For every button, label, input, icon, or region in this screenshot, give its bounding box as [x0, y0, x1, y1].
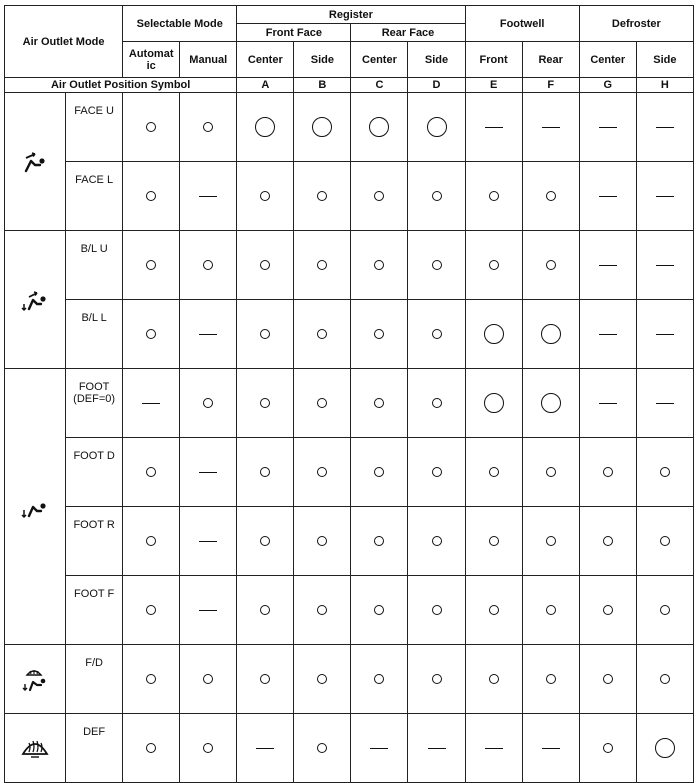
small-circle-mark: [146, 674, 156, 684]
position-symbol-label: Air Outlet Position Symbol: [5, 78, 237, 93]
outlet-d-cell: [408, 714, 465, 783]
outlet-f-cell: [522, 369, 579, 438]
small-circle-mark: [546, 191, 556, 201]
outlet-b-cell: [294, 369, 351, 438]
small-circle-mark: [260, 605, 270, 615]
outlet-c-cell: [351, 162, 408, 231]
automatic-mark-cell: [123, 714, 180, 783]
outlet-c-cell: [351, 93, 408, 162]
small-circle-mark: [317, 329, 327, 339]
outlet-h-cell: [636, 714, 693, 783]
mode-name: FOOT R: [66, 507, 123, 576]
outlet-b-cell: [294, 162, 351, 231]
small-circle-mark: [546, 674, 556, 684]
outlet-g-cell: [579, 714, 636, 783]
dash-mark: [370, 748, 388, 749]
dash-mark: [428, 748, 446, 749]
face-mode-icon: [5, 149, 65, 175]
outlet-b-cell: [294, 438, 351, 507]
small-circle-mark: [203, 122, 213, 132]
small-circle-mark: [146, 122, 156, 132]
small-circle-mark: [374, 467, 384, 477]
small-circle-mark: [146, 743, 156, 753]
foot-defrost-mode-icon: [5, 666, 65, 692]
small-circle-mark: [260, 398, 270, 408]
small-circle-mark: [260, 260, 270, 270]
dash-mark: [542, 127, 560, 128]
defroster-side-header: Side: [636, 42, 693, 78]
small-circle-mark: [146, 329, 156, 339]
large-circle-mark: [484, 393, 504, 413]
dash-mark: [485, 748, 503, 749]
small-circle-mark: [603, 674, 613, 684]
outlet-a-cell: [237, 231, 294, 300]
small-circle-mark: [489, 536, 499, 546]
register-header: Register: [237, 6, 465, 24]
outlet-b-cell: [294, 231, 351, 300]
outlet-g-cell: [579, 438, 636, 507]
manual-mark-cell: [180, 714, 237, 783]
table-row: [5, 645, 694, 714]
defroster-header: Defroster: [579, 6, 693, 42]
outlet-e-cell: [465, 714, 522, 783]
dash-mark: [656, 196, 674, 197]
outlet-h-cell: [636, 576, 693, 645]
small-circle-mark: [660, 467, 670, 477]
small-circle-mark: [489, 191, 499, 201]
rear-face-header: Rear Face: [351, 24, 465, 42]
small-circle-mark: [260, 191, 270, 201]
small-circle-mark: [546, 536, 556, 546]
front-face-center-header: Center: [237, 42, 294, 78]
outlet-a-cell: [237, 645, 294, 714]
symbol-g: G: [579, 78, 636, 93]
symbol-c: C: [351, 78, 408, 93]
outlet-c-cell: [351, 438, 408, 507]
dash-mark: [656, 127, 674, 128]
symbol-h: H: [636, 78, 693, 93]
small-circle-mark: [432, 398, 442, 408]
small-circle-mark: [203, 260, 213, 270]
manual-mark-cell: [180, 369, 237, 438]
mode-icon-cell: [5, 714, 66, 783]
small-circle-mark: [489, 674, 499, 684]
outlet-d-cell: [408, 300, 465, 369]
mode-icon-cell: [5, 645, 66, 714]
mode-name: FOOT D: [66, 438, 123, 507]
outlet-g-cell: [579, 231, 636, 300]
outlet-g-cell: [579, 576, 636, 645]
bilevel-mode-icon: [5, 287, 65, 313]
outlet-b-cell: [294, 714, 351, 783]
small-circle-mark: [374, 329, 384, 339]
outlet-c-cell: [351, 369, 408, 438]
small-circle-mark: [546, 605, 556, 615]
small-circle-mark: [146, 536, 156, 546]
outlet-g-cell: [579, 162, 636, 231]
mode-name: F/D: [66, 645, 123, 714]
small-circle-mark: [660, 605, 670, 615]
small-circle-mark: [432, 260, 442, 270]
small-circle-mark: [374, 536, 384, 546]
small-circle-mark: [546, 467, 556, 477]
automatic-mark-cell: [123, 645, 180, 714]
manual-header: Manual: [180, 42, 237, 78]
outlet-g-cell: [579, 507, 636, 576]
mode-name: FACE L: [66, 162, 123, 231]
table-row: [5, 714, 694, 783]
outlet-a-cell: [237, 93, 294, 162]
table-row: [5, 576, 694, 645]
automatic-mark-cell: [123, 300, 180, 369]
small-circle-mark: [317, 260, 327, 270]
defroster-center-header: Center: [579, 42, 636, 78]
outlet-b-cell: [294, 645, 351, 714]
mode-name: FOOT F: [66, 576, 123, 645]
table-row: [5, 507, 694, 576]
dash-mark: [142, 403, 160, 404]
small-circle-mark: [203, 674, 213, 684]
outlet-a-cell: [237, 714, 294, 783]
small-circle-mark: [146, 605, 156, 615]
dash-mark: [485, 127, 503, 128]
outlet-f-cell: [522, 93, 579, 162]
manual-mark-cell: [180, 162, 237, 231]
mode-name: FACE U: [66, 93, 123, 162]
outlet-h-cell: [636, 645, 693, 714]
small-circle-mark: [317, 191, 327, 201]
small-circle-mark: [260, 329, 270, 339]
dash-mark: [656, 403, 674, 404]
mode-name: B/L U: [66, 231, 123, 300]
large-circle-mark: [655, 738, 675, 758]
mode-icon-cell: [5, 231, 66, 369]
outlet-f-cell: [522, 162, 579, 231]
outlet-f-cell: [522, 576, 579, 645]
dash-mark: [199, 541, 217, 542]
air-outlet-table: [4, 5, 694, 783]
small-circle-mark: [432, 191, 442, 201]
outlet-c-cell: [351, 576, 408, 645]
small-circle-mark: [603, 743, 613, 753]
table-row: [5, 438, 694, 507]
outlet-e-cell: [465, 300, 522, 369]
small-circle-mark: [374, 260, 384, 270]
outlet-h-cell: [636, 369, 693, 438]
outlet-e-cell: [465, 162, 522, 231]
small-circle-mark: [203, 398, 213, 408]
small-circle-mark: [317, 743, 327, 753]
small-circle-mark: [489, 467, 499, 477]
outlet-h-cell: [636, 93, 693, 162]
table-row: [5, 300, 694, 369]
small-circle-mark: [374, 674, 384, 684]
mode-name: FOOT (DEF=0): [66, 369, 123, 438]
outlet-g-cell: [579, 369, 636, 438]
outlet-a-cell: [237, 576, 294, 645]
table-row: [5, 93, 694, 162]
small-circle-mark: [660, 536, 670, 546]
footwell-header: Footwell: [465, 6, 579, 42]
outlet-f-cell: [522, 714, 579, 783]
air-outlet-mode-header: Air Outlet Mode: [5, 6, 123, 78]
outlet-b-cell: [294, 93, 351, 162]
large-circle-mark: [484, 324, 504, 344]
symbol-a: A: [237, 78, 294, 93]
outlet-h-cell: [636, 438, 693, 507]
small-circle-mark: [603, 536, 613, 546]
automatic-header: Automat ic: [123, 42, 180, 78]
small-circle-mark: [317, 398, 327, 408]
small-circle-mark: [260, 674, 270, 684]
outlet-a-cell: [237, 507, 294, 576]
outlet-d-cell: [408, 645, 465, 714]
large-circle-mark: [541, 324, 561, 344]
automatic-mark-cell: [123, 507, 180, 576]
outlet-e-cell: [465, 645, 522, 714]
outlet-b-cell: [294, 507, 351, 576]
manual-mark-cell: [180, 231, 237, 300]
symbol-e: E: [465, 78, 522, 93]
outlet-g-cell: [579, 645, 636, 714]
outlet-c-cell: [351, 231, 408, 300]
outlet-d-cell: [408, 576, 465, 645]
small-circle-mark: [317, 674, 327, 684]
outlet-h-cell: [636, 162, 693, 231]
dash-mark: [599, 196, 617, 197]
automatic-mark-cell: [123, 93, 180, 162]
outlet-e-cell: [465, 231, 522, 300]
small-circle-mark: [432, 329, 442, 339]
symbol-d: D: [408, 78, 465, 93]
manual-mark-cell: [180, 507, 237, 576]
outlet-g-cell: [579, 300, 636, 369]
front-face-side-header: Side: [294, 42, 351, 78]
outlet-a-cell: [237, 300, 294, 369]
table-row: [5, 231, 694, 300]
outlet-f-cell: [522, 645, 579, 714]
dash-mark: [199, 610, 217, 611]
dash-mark: [542, 748, 560, 749]
small-circle-mark: [660, 674, 670, 684]
foot-mode-icon: [5, 494, 65, 520]
small-circle-mark: [546, 260, 556, 270]
outlet-b-cell: [294, 300, 351, 369]
footwell-rear-header: Rear: [522, 42, 579, 78]
automatic-mark-cell: [123, 162, 180, 231]
small-circle-mark: [203, 743, 213, 753]
outlet-a-cell: [237, 369, 294, 438]
large-circle-mark: [255, 117, 275, 137]
small-circle-mark: [260, 536, 270, 546]
outlet-h-cell: [636, 300, 693, 369]
outlet-f-cell: [522, 300, 579, 369]
mode-name: B/L L: [66, 300, 123, 369]
small-circle-mark: [432, 467, 442, 477]
small-circle-mark: [374, 605, 384, 615]
small-circle-mark: [603, 605, 613, 615]
front-face-header: Front Face: [237, 24, 351, 42]
automatic-mark-cell: [123, 231, 180, 300]
outlet-h-cell: [636, 231, 693, 300]
symbol-b: B: [294, 78, 351, 93]
outlet-f-cell: [522, 438, 579, 507]
dash-mark: [199, 196, 217, 197]
small-circle-mark: [432, 674, 442, 684]
dash-mark: [599, 334, 617, 335]
outlet-c-cell: [351, 714, 408, 783]
large-circle-mark: [541, 393, 561, 413]
outlet-a-cell: [237, 162, 294, 231]
manual-mark-cell: [180, 300, 237, 369]
rear-face-center-header: Center: [351, 42, 408, 78]
outlet-d-cell: [408, 231, 465, 300]
outlet-d-cell: [408, 162, 465, 231]
symbol-f: F: [522, 78, 579, 93]
small-circle-mark: [603, 467, 613, 477]
large-circle-mark: [427, 117, 447, 137]
outlet-a-cell: [237, 438, 294, 507]
outlet-d-cell: [408, 438, 465, 507]
small-circle-mark: [260, 467, 270, 477]
large-circle-mark: [312, 117, 332, 137]
outlet-c-cell: [351, 507, 408, 576]
small-circle-mark: [317, 605, 327, 615]
outlet-d-cell: [408, 369, 465, 438]
dash-mark: [199, 334, 217, 335]
automatic-mark-cell: [123, 576, 180, 645]
outlet-e-cell: [465, 576, 522, 645]
selectable-mode-header: Selectable Mode: [123, 6, 237, 42]
small-circle-mark: [374, 191, 384, 201]
small-circle-mark: [432, 605, 442, 615]
rear-face-side-header: Side: [408, 42, 465, 78]
table-row: [5, 162, 694, 231]
outlet-c-cell: [351, 300, 408, 369]
outlet-b-cell: [294, 576, 351, 645]
outlet-e-cell: [465, 93, 522, 162]
manual-mark-cell: [180, 438, 237, 507]
mode-name: DEF: [66, 714, 123, 783]
small-circle-mark: [489, 605, 499, 615]
outlet-e-cell: [465, 507, 522, 576]
dash-mark: [256, 748, 274, 749]
small-circle-mark: [146, 191, 156, 201]
outlet-c-cell: [351, 645, 408, 714]
outlet-g-cell: [579, 93, 636, 162]
automatic-mark-cell: [123, 369, 180, 438]
manual-mark-cell: [180, 576, 237, 645]
small-circle-mark: [146, 467, 156, 477]
dash-mark: [599, 403, 617, 404]
mode-icon-cell: [5, 369, 66, 645]
outlet-d-cell: [408, 507, 465, 576]
small-circle-mark: [317, 536, 327, 546]
outlet-f-cell: [522, 231, 579, 300]
dash-mark: [599, 127, 617, 128]
outlet-h-cell: [636, 507, 693, 576]
table-row: [5, 369, 694, 438]
automatic-mark-cell: [123, 438, 180, 507]
dash-mark: [656, 334, 674, 335]
mode-icon-cell: [5, 93, 66, 231]
small-circle-mark: [432, 536, 442, 546]
small-circle-mark: [489, 260, 499, 270]
outlet-e-cell: [465, 369, 522, 438]
dash-mark: [199, 472, 217, 473]
small-circle-mark: [317, 467, 327, 477]
dash-mark: [656, 265, 674, 266]
outlet-e-cell: [465, 438, 522, 507]
small-circle-mark: [146, 260, 156, 270]
defrost-mode-icon: [5, 735, 65, 761]
footwell-front-header: Front: [465, 42, 522, 78]
manual-mark-cell: [180, 93, 237, 162]
outlet-f-cell: [522, 507, 579, 576]
large-circle-mark: [369, 117, 389, 137]
manual-mark-cell: [180, 645, 237, 714]
small-circle-mark: [374, 398, 384, 408]
dash-mark: [599, 265, 617, 266]
outlet-d-cell: [408, 93, 465, 162]
